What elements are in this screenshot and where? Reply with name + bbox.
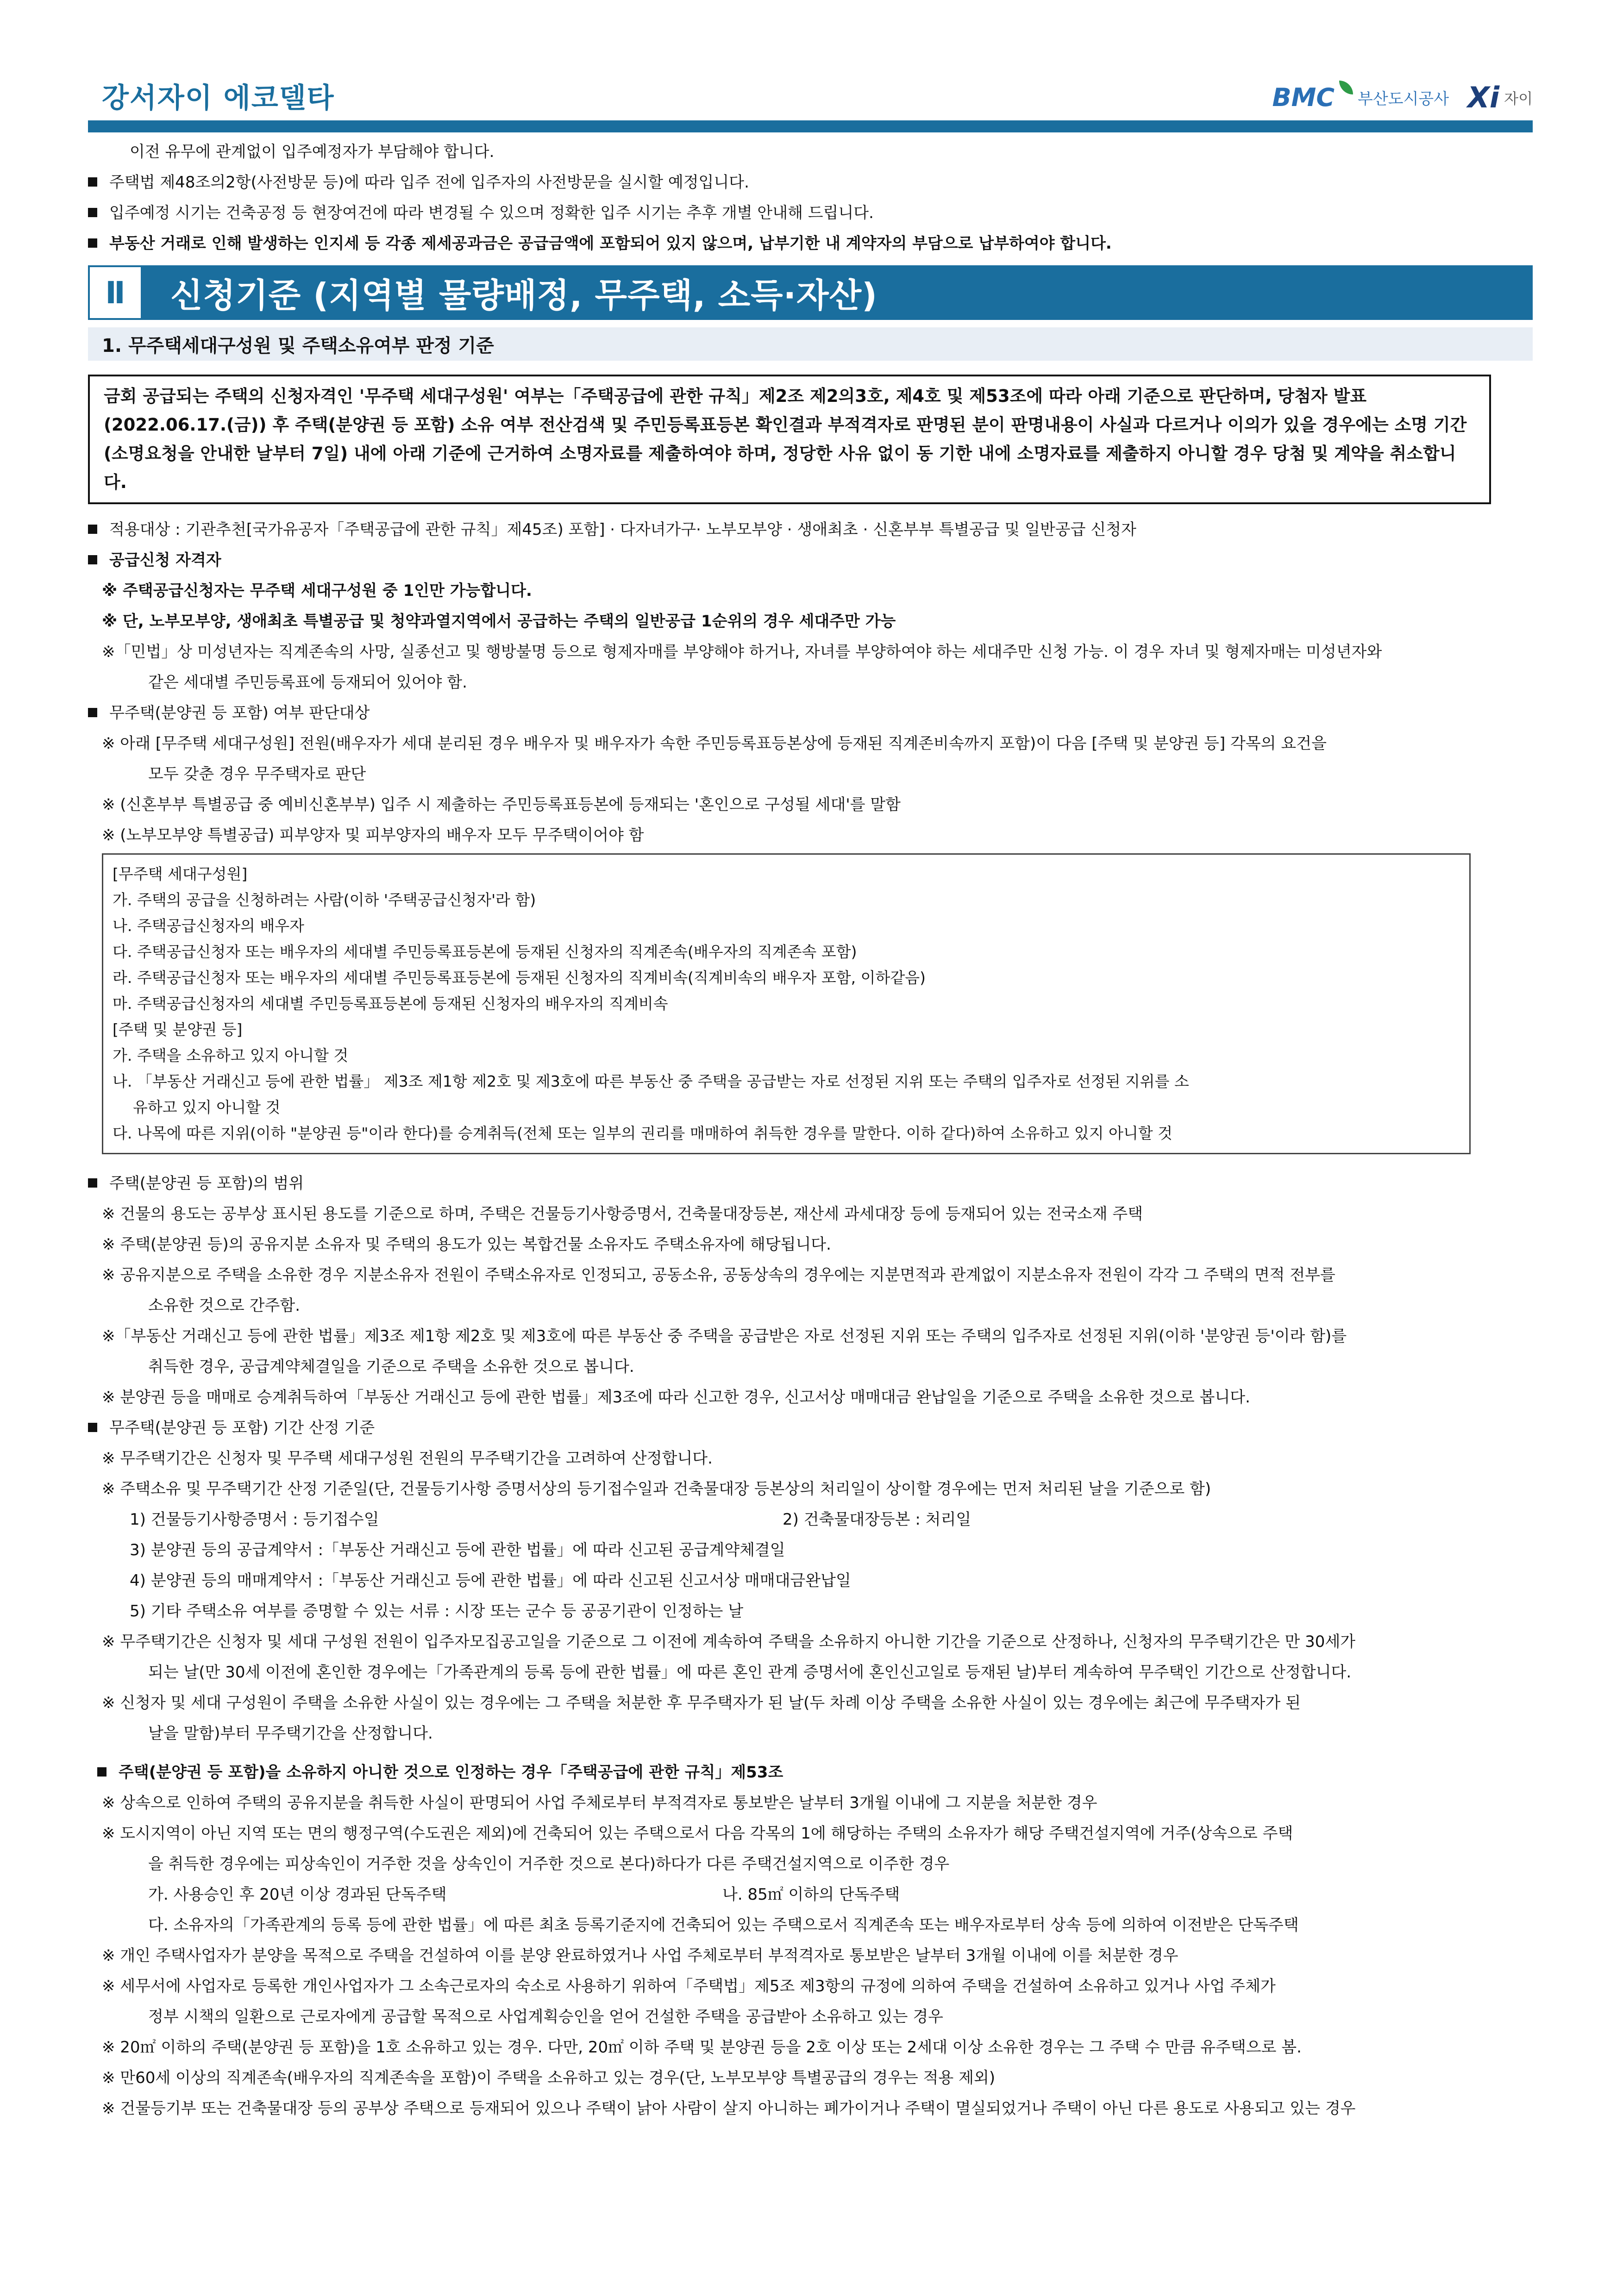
list-item: ※ 주택(분양권 등)의 공유지분 소유자 및 주택의 용도가 있는 복합건물 소유자도 주택소유자에 해당됩니다. <box>102 1235 831 1254</box>
intro-line: 입주예정 시기는 건축공정 등 현장여건에 따라 변경될 수 있으며 정확한 입주 시기는 추후 개별 안내해 드립니다. <box>88 198 1533 228</box>
definition-item: 다. 나목에 따른 지위(이하 "분양권 등"이라 한다)를 승계취득(전체 또는 일부의 권리를 매매하여 취득한 경우를 말한다. 이하 같다)하여 소유하고 있지 아니할 것 <box>113 1124 1173 1142</box>
list-item: ※ 주택소유 및 무주택기간 산정 기준일(단, 건물등기사항 증명서상의 등기접수일과 건축물대장 등본상의 처리일이 상이할 경우에는 먼저 처리된 날을 기준으로 함) <box>102 1480 1211 1498</box>
square-bullet-icon <box>88 525 97 534</box>
list-item: ※ 20㎡ 이하의 주택(분양권 등 포함)을 1호 소유하고 있는 경우. 다만, 20㎡ 이하 주택 및 분양권 등을 2호 이상 또는 2세대 이상 소유한 경우는 그 주택 수 만큼 유주택으로 봄. <box>102 2038 1302 2057</box>
xi-logo-mark: Xi <box>1467 81 1500 114</box>
list-item: 정부 시책의 일환으로 근로자에게 공급할 목적으로 사업계획승인을 얻어 건설한 주택을 공급받아 소유하고 있는 경우 <box>148 2008 944 2026</box>
list-item: 4) 분양권 등의 매매계약서 :「부동산 거래신고 등에 관한 법률」에 따라 신고된 신고서상 매매대금완납일 <box>130 1571 851 1590</box>
section-title: 신청기준 (지역별 물량배정, 무주택, 소득·자산) <box>170 276 878 315</box>
list-item: 3) 분양권 등의 공급계약서 :「부동산 거래신고 등에 관한 법률」에 따라 신고된 공급계약체결일 <box>130 1541 785 1559</box>
list-item: ※ 세무서에 사업자로 등록한 개인사업자가 그 소속근로자의 숙소로 사용하기 위하여「주택법」제5조 제3항의 규정에 의하여 주택을 건설하여 소유하고 있거나 사업 주체가 <box>102 1977 1276 1996</box>
page-content <box>88 137 1533 2124</box>
page-header <box>88 74 1533 125</box>
bmc-logo-text: 부산도시공사 <box>1358 90 1449 108</box>
list-item: ※ (노부모부양 특별공급) 피부양자 및 피부양자의 배우자 모두 무주택이어야 함 <box>102 826 644 845</box>
intro-line: 주택법 제48조의2항(사전방문 등)에 따라 입주 전에 입주자의 사전방문을 실시할 예정입니다. <box>88 167 1533 198</box>
subsection-title: 1. 무주택세대구성원 및 주택소유여부 판정 기준 <box>88 327 1533 361</box>
list-item: 주택(분양권 등 포함)을 소유하지 아니한 것으로 인정하는 경우「주택공급에 관한 규칙」제53조 <box>88 1757 1533 1788</box>
list-item: 적용대상 : 기관추천[국가유공자「주택공급에 관한 규칙」제45조) 포함] · 다자녀가구· 노부모부양 · 생애최초 · 신혼부부 특별공급 및 일반공급 신청자 <box>88 514 1533 545</box>
list-item: ※ 무주택기간은 신청자 및 세대 구성원 전원이 입주자모집공고일을 기준으로 그 이전에 계속하여 주택을 소유하지 아니한 기간을 기준으로 산정하나, 신청자의 무주택기간은 만 30세가 <box>102 1633 1356 1651</box>
definition-item: 나. 주택공급신청자의 배우자 <box>113 917 305 935</box>
list-item: 취득한 경우, 공급계약체결일을 기준으로 주택을 소유한 것으로 봅니다. <box>148 1358 634 1376</box>
square-bullet-icon <box>88 1178 97 1188</box>
list-item: 주택(분양권 등 포함)의 범위 <box>88 1168 1533 1199</box>
square-bullet-icon <box>97 1767 107 1777</box>
list-item: ※ (신혼부부 특별공급 중 예비신혼부부) 입주 시 제출하는 주민등록표등본에 등재되는 '혼인으로 구성될 세대'를 말함 <box>102 795 901 814</box>
list-item: 되는 날(만 30세 이전에 혼인한 경우에는「가족관계의 등록 등에 관한 법률」에 따른 혼인 관계 증명서에 혼인신고일로 등재된 날)부터 계속하여 무주택인 기간으로 산정합니다. <box>148 1663 1352 1682</box>
section-number: Ⅱ <box>88 265 143 320</box>
list-item: 무주택(분양권 등 포함) 기간 산정 기준 <box>88 1413 1533 1443</box>
list-item: 1) 건물등기사항증명서 : 등기접수일 2) 건축물대장등본 : 처리일 <box>130 1510 971 1529</box>
list-item: ※ 분양권 등을 매매로 승계취득하여「부동산 거래신고 등에 관한 법률」제3조에 따라 신고한 경우, 신고서상 매매대금 완납일을 기준으로 주택을 소유한 것으로 봅니다. <box>102 1388 1250 1407</box>
list-item: ※ 아래 [무주택 세대구성원] 전원(배우자가 세대 분리된 경우 배우자 및 배우자가 속한 주민등록표등본상에 등재된 직계존비속까지 포함)이 다음 [주택 및 분양권 등] 각목의 요건을 <box>102 734 1327 753</box>
list-item: ※ 신청자 및 세대 구성원이 주택을 소유한 사실이 있는 경우에는 그 주택을 처분한 후 무주택자가 된 날(두 차례 이상 주택을 소유한 사실이 있는 경우에는 최근에 무주택자가 된 <box>102 1694 1301 1712</box>
list-item: 날을 말함)부터 무주택기간을 산정합니다. <box>148 1724 433 1743</box>
square-bullet-icon <box>88 177 97 187</box>
list-item: 공급신청 자격자 <box>88 545 1533 576</box>
intro-line: 부동산 거래로 인해 발생하는 인지세 등 각종 제세공과금은 공급금액에 포함되어 있지 않으며, 납부기한 내 계약자의 부담으로 납부하여야 합니다. <box>88 228 1533 259</box>
definition-item: 가. 주택의 공급을 신청하려는 사람(이하 '주택공급신청자'라 함) <box>113 891 536 909</box>
section-header <box>88 265 1533 320</box>
list-item: ※ 개인 주택사업자가 분양을 목적으로 주택을 건설하여 이를 분양 완료하였거나 사업 주체로부터 부적격자로 통보받은 날부터 3개월 이내에 이를 처분한 경우 <box>102 1946 1178 1965</box>
definition-item: 가. 주택을 소유하고 있지 아니할 것 <box>113 1046 349 1064</box>
list-item: ※ 공유지분으로 주택을 소유한 경우 지분소유자 전원이 주택소유자로 인정되고, 공동소유, 공동상속의 경우에는 지분면적과 관계없이 지분소유자 전원이 각각 그 주택의 면적 전부를 <box>102 1266 1335 1284</box>
list-item: 모두 갖춘 경우 무주택자로 판단 <box>148 765 366 783</box>
list-item: 같은 세대별 주민등록표에 등재되어 있어야 함. <box>148 673 467 692</box>
definition-item: 유하고 있지 아니할 것 <box>133 1098 281 1116</box>
list-item: 소유한 것으로 간주함. <box>148 1296 301 1315</box>
project-title: 강서자이 에코델타 <box>102 82 335 114</box>
list-item: ※ 건물등기부 또는 건축물대장 등의 공부상 주택으로 등재되어 있으나 주택이 낡아 사람이 살지 아니하는 폐가이거나 주택이 멸실되었거나 주택이 아닌 다른 용도로 사용되고 있는 경우 <box>102 2099 1356 2118</box>
header-rule <box>88 120 1533 132</box>
list-item: ※「부동산 거래신고 등에 관한 법률」제3조 제1항 제2호 및 제3호에 따른 부동산 중 주택을 공급받은 자로 선정된 지위 또는 주택의 입주자로 선정된 지위(이하 '분양권 등'이라 함)를 <box>102 1327 1347 1345</box>
list-item: ※ 무주택기간은 신청자 및 무주택 세대구성원 전원의 무주택기간을 고려하여 산정합니다. <box>102 1449 713 1468</box>
list-item: ※ 건물의 용도는 공부상 표시된 용도를 기준으로 하며, 주택은 건물등기사항증명서, 건축물대장등본, 재산세 과세대장 등에 등재되어 있는 전국소재 주택 <box>102 1205 1143 1223</box>
bmc-logo <box>1272 83 1449 112</box>
list-item: 무주택(분양권 등 포함) 여부 판단대상 <box>88 698 1533 728</box>
definition-box <box>102 853 1471 1154</box>
square-bullet-icon <box>88 1423 97 1432</box>
list-item: ※ 만60세 이상의 직계존속(배우자의 직계존속을 포함)이 주택을 소유하고 있는 경우(단, 노부모부양 특별공급의 경우는 적용 제외) <box>102 2069 996 2087</box>
definition-item: 라. 주택공급신청자 또는 배우자의 세대별 주민등록표등본에 등재된 신청자의 직계비속(직계비속의 배우자 포함, 이하같음) <box>113 969 926 987</box>
xi-logo <box>1467 81 1533 114</box>
definition-item: 나. 「부동산 거래신고 등에 관한 법률」 제3조 제1항 제2호 및 제3호에 따른 부동산 중 주택을 공급받는 자로 선정된 지위 또는 주택의 입주자로 선정된 지위를 소 <box>113 1072 1189 1090</box>
list-item: 다. 소유자의「가족관계의 등록 등에 관한 법률」에 따른 최초 등록기준지에 건축되어 있는 주택으로서 직계존속 또는 배우자로부터 상속 등에 의하여 이전받은 단독주택 <box>148 1916 1299 1934</box>
square-bullet-icon <box>88 208 97 217</box>
bmc-logo-mark: BMC <box>1272 83 1335 112</box>
list-item: 가. 사용승인 후 20년 이상 경과된 단독주택 나. 85㎡ 이하의 단독주택 <box>148 1885 900 1904</box>
definition-item: 다. 주택공급신청자 또는 배우자의 세대별 주민등록표등본에 등재된 신청자의 직계존속(배우자의 직계존속 포함) <box>113 943 857 961</box>
square-bullet-icon <box>88 238 97 248</box>
list-item: ※ 도시지역이 아닌 지역 또는 면의 행정구역(수도권은 제외)에 건축되어 있는 주택으로서 다음 각목의 1에 해당하는 주택의 소유자가 해당 주택건설지역에 거주(상속으로 주택 <box>102 1824 1293 1843</box>
definition-heading: [무주택 세대구성원] <box>113 865 248 883</box>
list-item: ※ 상속으로 인하여 주택의 공유지분을 취득한 사실이 판명되어 사업 주체로부터 부적격자로 통보받은 날부터 3개월 이내에 그 지분을 처분한 경우 <box>102 1794 1097 1812</box>
list-item: ※ 주택공급신청자는 무주택 세대구성원 중 1인만 가능합니다. <box>102 582 532 600</box>
list-item: ※ 단, 노부모부양, 생애최초 특별공급 및 청약과열지역에서 공급하는 주택의 일반공급 1순위의 경우 세대주만 가능 <box>102 612 896 631</box>
definition-heading: [주택 및 분양권 등] <box>113 1020 243 1039</box>
xi-logo-text: 자이 <box>1504 89 1533 107</box>
logo-group <box>1272 81 1533 114</box>
intro-line: 이전 유무에 관계없이 입주예정자가 부담해야 합니다. <box>130 143 495 161</box>
definition-item: 마. 주택공급신청자의 세대별 주민등록표등본에 등재된 신청자의 배우자의 직계비속 <box>113 995 668 1013</box>
list-item: ※「민법」상 미성년자는 직계존속의 사망, 실종선고 및 행방불명 등으로 형제자매를 부양해야 하거나, 자녀를 부양하여야 하는 세대주만 신청 가능. 이 경우 자녀 및 형제자매는 미성년자와 <box>102 643 1382 661</box>
notice-box: 금회 공급되는 주택의 신청자격인 '무주택 세대구성원' 여부는「주택공급에 관한 규칙」제2조 제2의3호, 제4호 및 제53조에 따라 아래 기준으로 판단하며, 당첨자 발표(2022.06.17.(금)) 후 주택(분양권 등 포함) 소유 여부 전산검색 및 주민등록표등본 확인결과 부적격자로 판명된 분이 판명내용이 사실과 다르거나 이의가 있을 경우에는 소명 기간(소명요청을 안내한 날부터 7일) 내에 아래 기준에 근거하여 소명자료를 제출하여야 하며, 정당한 사유 없이 동 기한 내에 소명자료를 제출하지 아니할 경우 당첨 및 계약을 취소합니다. <box>88 375 1491 504</box>
square-bullet-icon <box>88 708 97 717</box>
leaf-icon <box>1339 81 1353 94</box>
list-item: 을 취득한 경우에는 피상속인이 거주한 것을 상속인이 거주한 것으로 본다)하다가 다른 주택건설지역으로 이주한 경우 <box>148 1855 950 1873</box>
square-bullet-icon <box>88 555 97 564</box>
list-item: 5) 기타 주택소유 여부를 증명할 수 있는 서류 : 시장 또는 군수 등 공공기관이 인정하는 날 <box>130 1602 744 1620</box>
